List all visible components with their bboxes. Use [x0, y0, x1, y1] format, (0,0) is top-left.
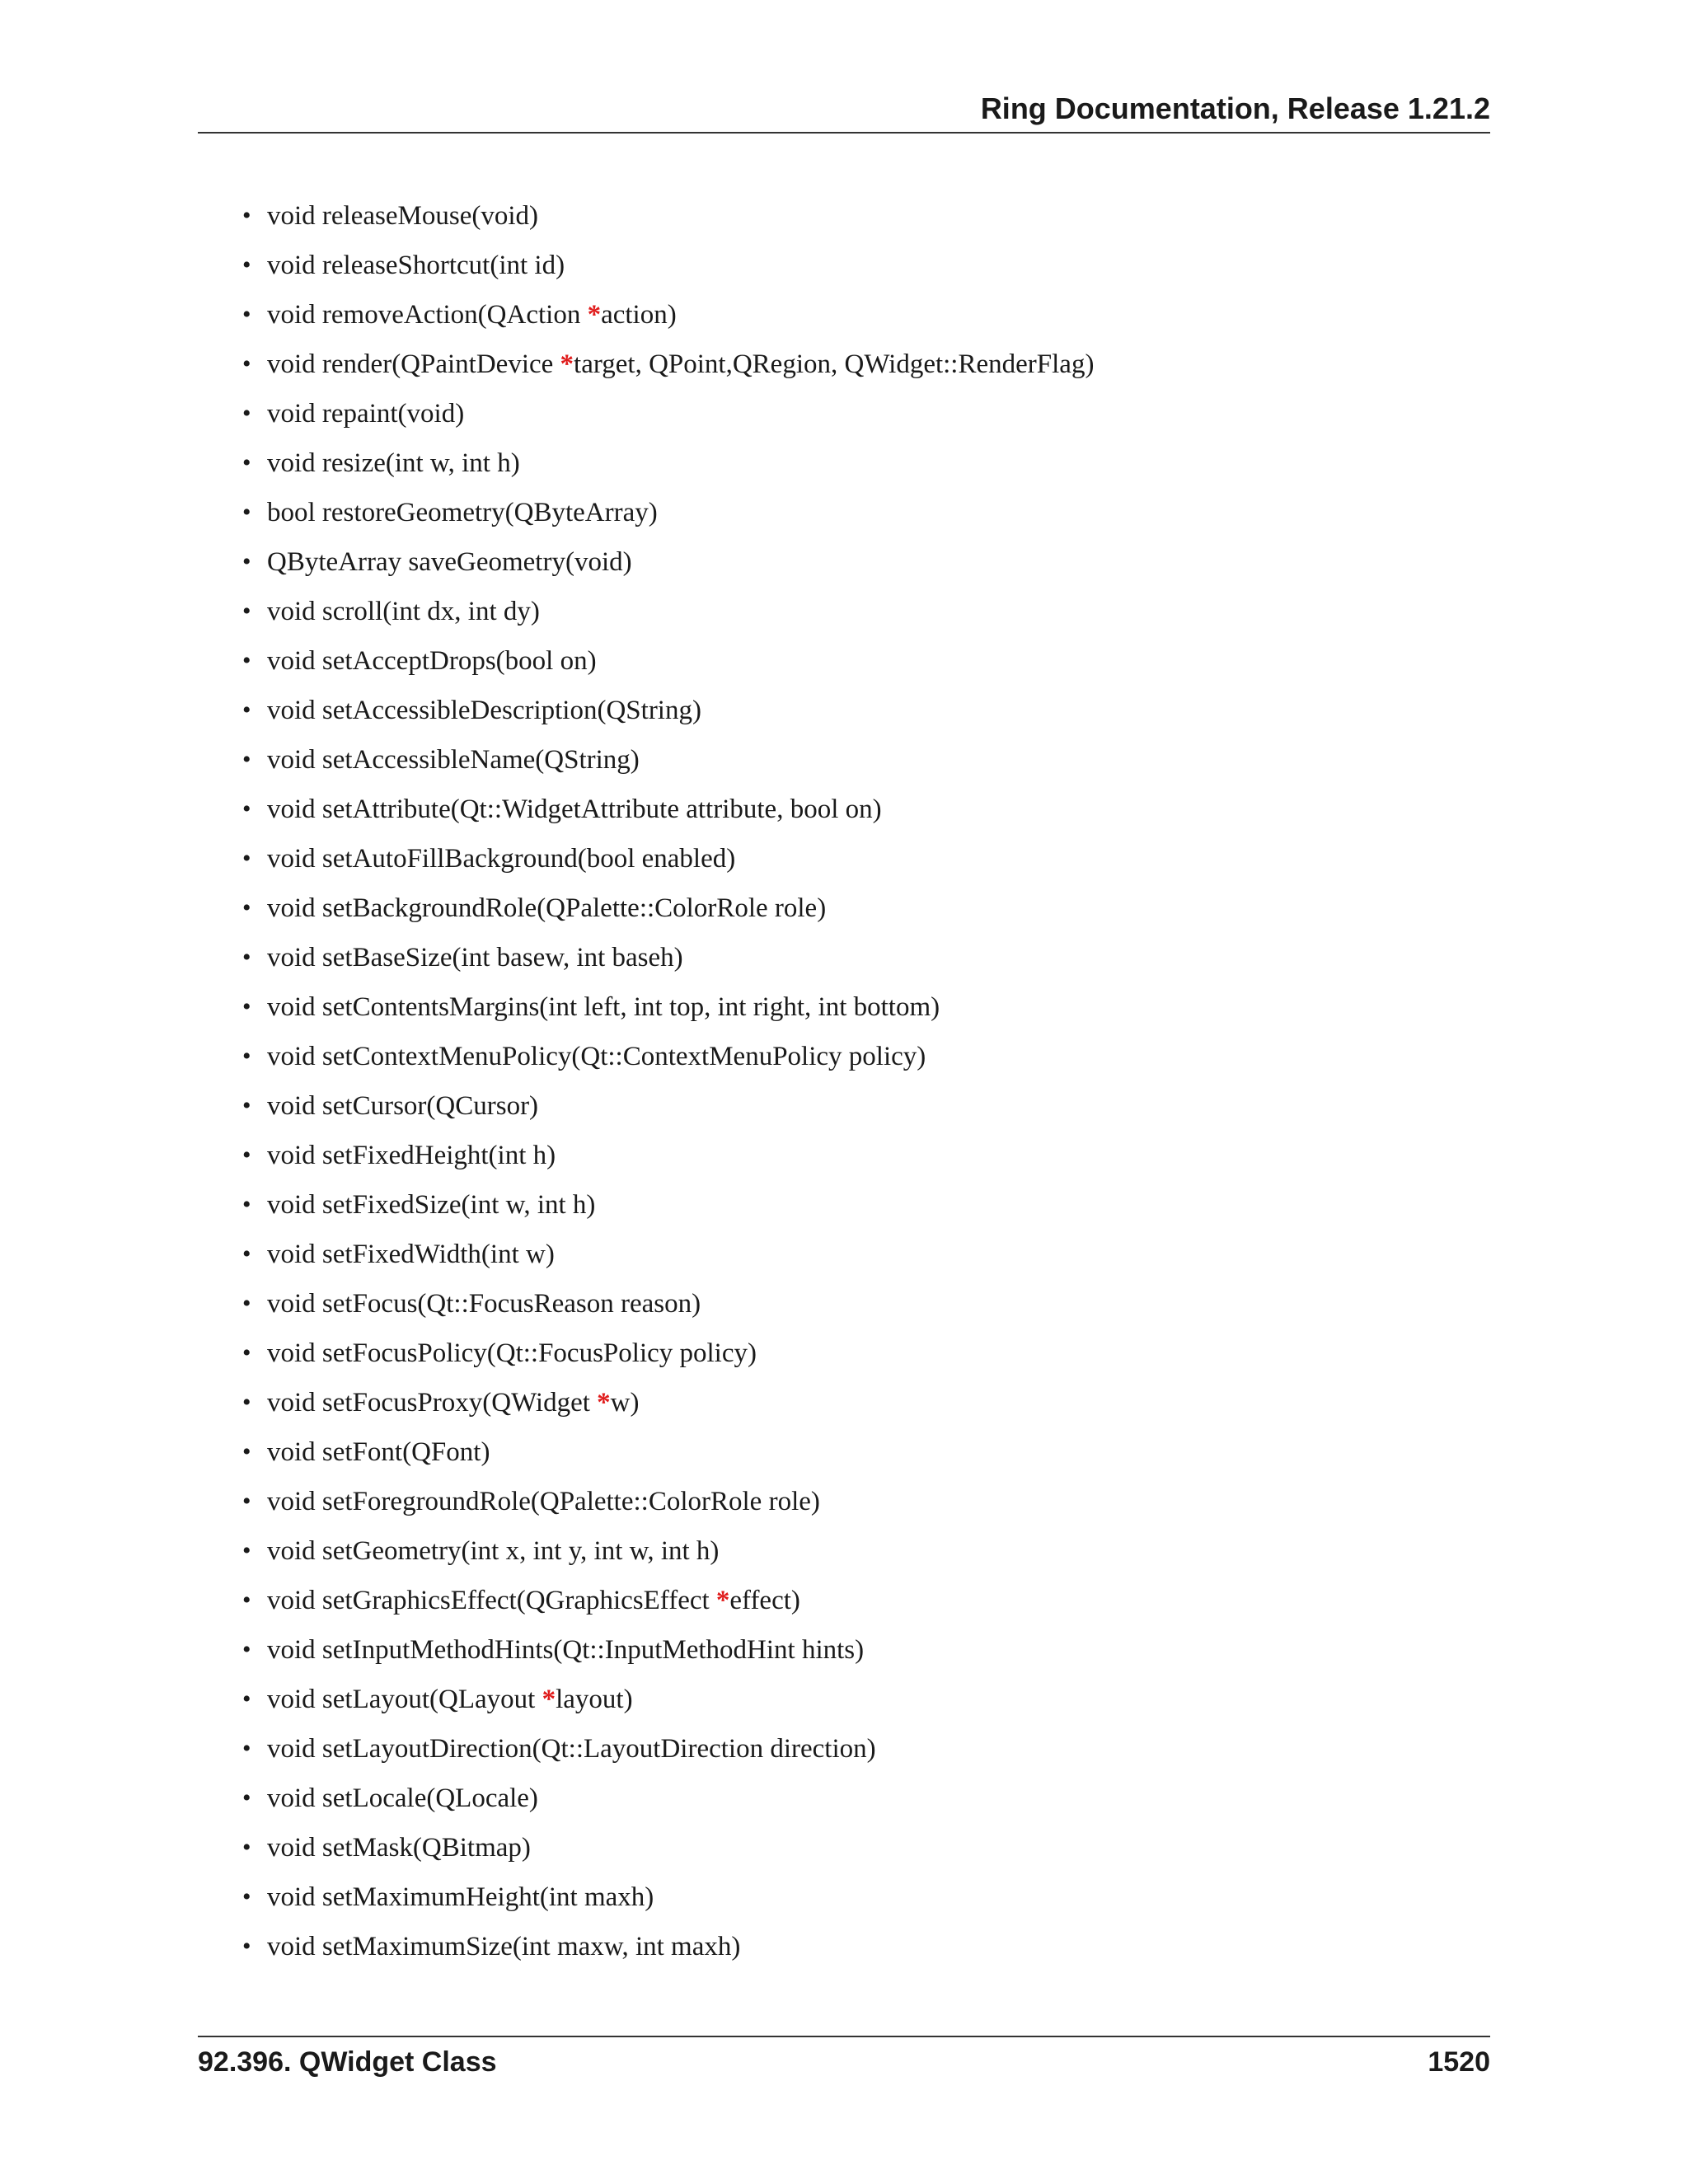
bullet-icon: • — [242, 746, 251, 773]
bullet-icon: • — [242, 647, 251, 674]
list-item — [242, 494, 1094, 544]
list-item — [242, 1632, 1094, 1681]
method-signature: void setCursor(QCursor) — [267, 1091, 539, 1121]
method-signature: void setFixedSize(int w, int h) — [267, 1190, 596, 1220]
bullet-icon: • — [242, 1488, 251, 1515]
method-signature: void setFixedHeight(int h) — [267, 1141, 556, 1170]
list-item — [242, 445, 1094, 494]
bullet-icon: • — [242, 993, 251, 1020]
list-item — [242, 1335, 1094, 1385]
method-signature: QByteArray saveGeometry(void) — [267, 547, 632, 577]
bullet-icon: • — [242, 845, 251, 872]
pointer-star: * — [715, 1586, 730, 1615]
bullet-icon: • — [242, 1883, 251, 1910]
list-item — [242, 198, 1094, 247]
method-signature: void setLayoutDirection(Qt::LayoutDirection direction) — [267, 1734, 876, 1764]
method-signature: void setFixedWidth(int w) — [267, 1240, 555, 1269]
list-item — [242, 841, 1094, 890]
method-signature: void setAccessibleName(QString) — [267, 745, 640, 775]
list-item — [242, 1385, 1094, 1434]
list-item — [242, 1483, 1094, 1533]
bullet-icon: • — [242, 598, 251, 625]
list-item — [242, 1038, 1094, 1088]
method-signature-prefix: void render(QPaintDevice — [267, 349, 560, 379]
list-item — [242, 1780, 1094, 1830]
list-item — [242, 1187, 1094, 1236]
list-item — [242, 890, 1094, 940]
method-signature: void setAcceptDrops(bool on) — [267, 646, 597, 676]
method-signature: void releaseShortcut(int id) — [267, 251, 565, 280]
list-item — [242, 1434, 1094, 1483]
list-item — [242, 544, 1094, 593]
bullet-icon: • — [242, 1636, 251, 1663]
bullet-icon: • — [242, 1389, 251, 1416]
page-header — [198, 92, 1490, 134]
bullet-icon: • — [242, 202, 251, 229]
list-item — [242, 1286, 1094, 1335]
bullet-icon: • — [242, 1141, 251, 1169]
method-signature: void setFont(QFont) — [267, 1437, 490, 1467]
bullet-icon: • — [242, 1537, 251, 1564]
list-item — [242, 1879, 1094, 1929]
method-signature: void resize(int w, int h) — [267, 448, 520, 478]
method-signature: void setMaximumSize(int maxw, int maxh) — [267, 1932, 741, 1961]
method-signature: void setAttribute(Qt::WidgetAttribute attribute, bool on) — [267, 794, 882, 824]
bullet-icon: • — [242, 499, 251, 526]
list-item — [242, 989, 1094, 1038]
bullet-icon: • — [242, 1685, 251, 1713]
bullet-icon: • — [242, 449, 251, 476]
document-title: Ring Documentation, Release 1.21.2 — [980, 91, 1490, 125]
method-signature-prefix: void setGraphicsEffect(QGraphicsEffect — [267, 1586, 716, 1615]
method-signature-suffix: action) — [601, 300, 677, 330]
list-item — [242, 247, 1094, 297]
method-signature-prefix: void removeAction(QAction — [267, 300, 588, 330]
page-footer — [198, 2036, 1490, 2087]
method-signature: void setMask(QBitmap) — [267, 1833, 531, 1863]
list-item — [242, 396, 1094, 445]
bullet-icon: • — [242, 251, 251, 279]
method-signature: bool restoreGeometry(QByteArray) — [267, 498, 658, 527]
method-signature: void setForegroundRole(QPalette::ColorRole role) — [267, 1487, 820, 1516]
list-item — [242, 742, 1094, 791]
method-signature: void repaint(void) — [267, 399, 465, 429]
method-signature: void setAccessibleDescription(QString) — [267, 696, 701, 725]
method-signature-prefix: void setFocusProxy(QWidget — [267, 1388, 598, 1418]
bullet-icon: • — [242, 944, 251, 971]
method-signature: void releaseMouse(void) — [267, 201, 538, 231]
bullet-icon: • — [242, 1339, 251, 1366]
method-signature: void setBackgroundRole(QPalette::ColorRole role) — [267, 893, 827, 923]
list-item — [242, 692, 1094, 742]
method-signature: void setInputMethodHints(Qt::InputMethodHint hints) — [267, 1635, 865, 1665]
list-item — [242, 1236, 1094, 1286]
bullet-icon: • — [242, 1784, 251, 1811]
bullet-icon: • — [242, 1834, 251, 1861]
list-item — [242, 791, 1094, 841]
list-item — [242, 297, 1094, 346]
list-item — [242, 1088, 1094, 1137]
list-item — [242, 1533, 1094, 1582]
list-item — [242, 593, 1094, 643]
method-signature: void setBaseSize(int basew, int baseh) — [267, 943, 683, 972]
method-signature: void setAutoFillBackground(bool enabled) — [267, 844, 736, 874]
bullet-icon: • — [242, 548, 251, 575]
list-item — [242, 1731, 1094, 1780]
bullet-icon: • — [242, 1240, 251, 1268]
bullet-icon: • — [242, 1092, 251, 1119]
method-signature: void setGeometry(int x, int y, int w, int h) — [267, 1536, 720, 1566]
method-signature: void setContextMenuPolicy(Qt::ContextMenuPolicy policy) — [267, 1042, 926, 1071]
list-item — [242, 1582, 1094, 1632]
method-signature-suffix: target, QPoint,QRegion, QWidget::RenderFlag) — [574, 349, 1095, 379]
method-list — [242, 198, 1094, 1978]
method-signature-suffix: w) — [610, 1388, 640, 1418]
list-item — [242, 1929, 1094, 1978]
method-signature-suffix: effect) — [729, 1586, 800, 1615]
list-item — [242, 346, 1094, 396]
bullet-icon: • — [242, 1043, 251, 1070]
method-signature: void setMaximumHeight(int maxh) — [267, 1882, 654, 1912]
method-signature: void setContentsMargins(int left, int top, int right, int bottom) — [267, 992, 940, 1022]
method-signature-suffix: layout) — [556, 1685, 633, 1714]
method-signature: void scroll(int dx, int dy) — [267, 597, 540, 626]
pointer-star: * — [560, 349, 574, 379]
section-title: 92.396. QWidget Class — [198, 2046, 497, 2078]
list-item — [242, 1681, 1094, 1731]
method-signature: void setFocusPolicy(Qt::FocusPolicy policy) — [267, 1338, 757, 1368]
method-signature: void setFocus(Qt::FocusReason reason) — [267, 1289, 701, 1319]
bullet-icon: • — [242, 400, 251, 427]
bullet-icon: • — [242, 795, 251, 823]
bullet-icon: • — [242, 1735, 251, 1762]
pointer-star: * — [542, 1685, 556, 1714]
list-item — [242, 1137, 1094, 1187]
pointer-star: * — [597, 1388, 611, 1418]
bullet-icon: • — [242, 350, 251, 377]
bullet-icon: • — [242, 894, 251, 921]
pointer-star: * — [587, 300, 602, 330]
bullet-icon: • — [242, 1191, 251, 1218]
bullet-icon: • — [242, 301, 251, 328]
bullet-icon: • — [242, 696, 251, 724]
bullet-icon: • — [242, 1438, 251, 1465]
bullet-icon: • — [242, 1933, 251, 1960]
page-number: 1520 — [1428, 2046, 1490, 2078]
method-signature-prefix: void setLayout(QLayout — [267, 1685, 542, 1714]
bullet-icon: • — [242, 1290, 251, 1317]
list-item — [242, 643, 1094, 692]
list-item — [242, 1830, 1094, 1879]
method-signature: void setLocale(QLocale) — [267, 1783, 538, 1813]
bullet-icon: • — [242, 1586, 251, 1614]
list-item — [242, 940, 1094, 989]
